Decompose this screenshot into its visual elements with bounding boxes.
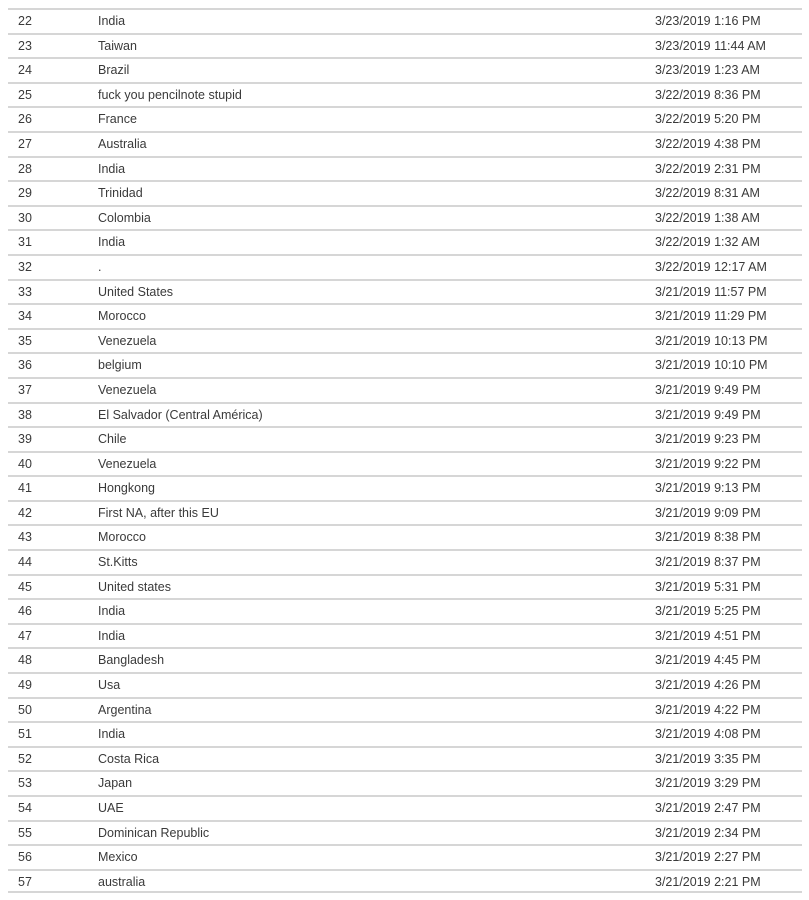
response-text: India — [98, 727, 126, 742]
response-text: Taiwan — [98, 38, 137, 53]
table-row — [8, 672, 802, 697]
response-text: Venezuela — [98, 382, 157, 397]
table-row — [8, 8, 802, 33]
response-timestamp: 3/21/2019 10:13 PM — [655, 333, 768, 348]
row-number: 32 — [18, 259, 32, 274]
response-text: Costa Rica — [98, 751, 160, 766]
row-number: 48 — [18, 653, 32, 668]
response-text: belgium — [98, 358, 142, 373]
response-text: Chile — [98, 432, 127, 447]
response-timestamp: 3/21/2019 9:09 PM — [655, 505, 761, 520]
response-text: Brazil — [98, 63, 130, 78]
response-timestamp: 3/21/2019 9:22 PM — [655, 456, 761, 471]
table-row — [8, 770, 802, 795]
table-row — [8, 33, 802, 58]
table-row — [8, 746, 802, 771]
table-row — [8, 623, 802, 648]
row-number: 37 — [18, 382, 32, 397]
row-number: 51 — [18, 727, 32, 742]
response-timestamp: 3/21/2019 3:29 PM — [655, 776, 761, 791]
table-row — [8, 869, 802, 894]
row-number: 22 — [18, 14, 32, 28]
row-number: 26 — [18, 112, 32, 127]
table-row — [8, 180, 802, 205]
table-row — [8, 352, 802, 377]
row-number: 40 — [18, 456, 32, 471]
row-number: 42 — [18, 505, 32, 520]
response-timestamp: 3/21/2019 3:35 PM — [655, 751, 761, 766]
table-row — [8, 156, 802, 181]
response-timestamp: 3/22/2019 8:31 AM — [655, 186, 760, 201]
response-timestamp: 3/21/2019 2:27 PM — [655, 850, 761, 865]
row-number: 56 — [18, 850, 32, 865]
response-timestamp: 3/21/2019 4:45 PM — [655, 653, 761, 668]
response-timestamp: 3/22/2019 5:20 PM — [655, 112, 761, 127]
response-text: Morocco — [98, 530, 146, 545]
response-text: India — [98, 161, 126, 176]
row-number: 50 — [18, 702, 32, 717]
response-timestamp: 3/21/2019 4:08 PM — [655, 727, 761, 742]
row-number: 41 — [18, 481, 32, 496]
response-text: Dominican Republic — [98, 825, 210, 840]
table-row — [8, 721, 802, 746]
row-number: 47 — [18, 628, 32, 643]
response-text: United States — [98, 284, 174, 299]
row-number: 25 — [18, 87, 32, 102]
row-number: 36 — [18, 358, 32, 373]
response-text: Trinidad — [98, 186, 143, 201]
response-timestamp: 3/21/2019 8:37 PM — [655, 555, 761, 570]
table-row — [8, 697, 802, 722]
response-text: Argentina — [98, 702, 152, 717]
table-row — [8, 377, 802, 402]
row-number: 43 — [18, 530, 32, 545]
response-timestamp: 3/21/2019 8:38 PM — [655, 530, 761, 545]
response-timestamp: 3/22/2019 8:36 PM — [655, 87, 761, 102]
response-timestamp: 3/21/2019 10:10 PM — [655, 358, 768, 373]
row-number: 30 — [18, 210, 32, 225]
response-timestamp: 3/21/2019 11:29 PM — [655, 309, 767, 324]
response-timestamp: 3/21/2019 4:26 PM — [655, 678, 761, 693]
response-text: australia — [98, 874, 146, 889]
row-number: 45 — [18, 579, 32, 594]
row-number: 33 — [18, 284, 32, 299]
row-number: 57 — [18, 874, 32, 889]
response-text: Australia — [98, 136, 147, 151]
table-row — [8, 795, 802, 820]
table-row — [8, 328, 802, 353]
table-row — [8, 574, 802, 599]
row-number: 23 — [18, 38, 32, 53]
table-row — [8, 500, 802, 525]
response-text: Venezuela — [98, 333, 157, 348]
response-timestamp: 3/21/2019 9:13 PM — [655, 481, 761, 496]
response-text: Hongkong — [98, 481, 155, 496]
row-number: 52 — [18, 751, 32, 766]
table-row — [8, 82, 802, 107]
row-number: 38 — [18, 407, 32, 422]
response-text: India — [98, 604, 126, 619]
row-number: 55 — [18, 825, 32, 840]
response-timestamp: 3/21/2019 11:57 PM — [655, 284, 767, 299]
table-row — [8, 131, 802, 156]
response-timestamp: 3/21/2019 5:25 PM — [655, 604, 761, 619]
response-timestamp: 3/21/2019 9:23 PM — [655, 432, 761, 447]
response-timestamp: 3/22/2019 1:32 AM — [655, 235, 760, 250]
response-text: India — [98, 14, 126, 28]
row-number: 34 — [18, 309, 32, 324]
row-number: 44 — [18, 555, 32, 570]
response-text: France — [98, 112, 137, 127]
response-text: Mexico — [98, 850, 138, 865]
table-row — [8, 402, 802, 427]
row-number: 35 — [18, 333, 32, 348]
response-text: Usa — [98, 678, 121, 693]
response-text: Morocco — [98, 309, 146, 324]
table-row — [8, 106, 802, 131]
response-text: Colombia — [98, 210, 151, 225]
response-timestamp: 3/22/2019 12:17 AM — [655, 259, 767, 274]
response-timestamp: 3/23/2019 11:44 AM — [655, 38, 766, 53]
response-text: Bangladesh — [98, 653, 165, 668]
row-number: 49 — [18, 678, 32, 693]
response-timestamp: 3/21/2019 9:49 PM — [655, 382, 761, 397]
table-row — [8, 820, 802, 845]
response-text: Venezuela — [98, 456, 157, 471]
row-number: 29 — [18, 186, 32, 201]
responses-table — [8, 8, 802, 893]
table-row — [8, 254, 802, 279]
table-row — [8, 229, 802, 254]
response-timestamp: 3/21/2019 2:34 PM — [655, 825, 761, 840]
row-number: 31 — [18, 235, 32, 250]
table-row — [8, 549, 802, 574]
response-text: India — [98, 235, 126, 250]
table-row — [8, 57, 802, 82]
response-timestamp: 3/21/2019 5:31 PM — [655, 579, 761, 594]
response-timestamp: 3/22/2019 1:38 AM — [655, 210, 760, 225]
table-row — [8, 844, 802, 869]
response-text: . — [98, 259, 102, 274]
response-timestamp: 3/21/2019 4:22 PM — [655, 702, 761, 717]
table-row — [8, 451, 802, 476]
response-text: Japan — [98, 776, 133, 791]
table-row — [8, 598, 802, 623]
response-timestamp: 3/22/2019 2:31 PM — [655, 161, 761, 176]
table-row — [8, 303, 802, 328]
response-text: St.Kitts — [98, 555, 138, 570]
table-row — [8, 475, 802, 500]
row-number: 28 — [18, 161, 32, 176]
response-timestamp: 3/23/2019 1:16 PM — [655, 14, 761, 28]
response-timestamp: 3/23/2019 1:23 AM — [655, 63, 760, 78]
response-text: UAE — [98, 801, 124, 815]
table-row — [8, 205, 802, 230]
response-timestamp: 3/21/2019 4:51 PM — [655, 628, 761, 643]
row-number: 39 — [18, 432, 32, 447]
row-number: 24 — [18, 63, 32, 78]
response-timestamp: 3/22/2019 4:38 PM — [655, 136, 761, 151]
response-text: First NA, after this EU — [98, 505, 219, 520]
table-row — [8, 524, 802, 549]
row-number: 53 — [18, 776, 32, 791]
table-row — [8, 647, 802, 672]
response-timestamp: 3/21/2019 2:47 PM — [655, 801, 761, 815]
row-number: 46 — [18, 604, 32, 619]
response-text: fuck you pencilnote stupid — [98, 87, 242, 102]
table-row — [8, 426, 802, 451]
row-number: 27 — [18, 136, 32, 151]
row-number: 54 — [18, 801, 32, 815]
response-text: United states — [98, 579, 171, 594]
response-timestamp: 3/21/2019 9:49 PM — [655, 407, 761, 422]
response-timestamp: 3/21/2019 2:21 PM — [655, 874, 761, 889]
table-row — [8, 279, 802, 304]
response-text: El Salvador (Central América) — [98, 407, 263, 422]
response-text: India — [98, 628, 126, 643]
